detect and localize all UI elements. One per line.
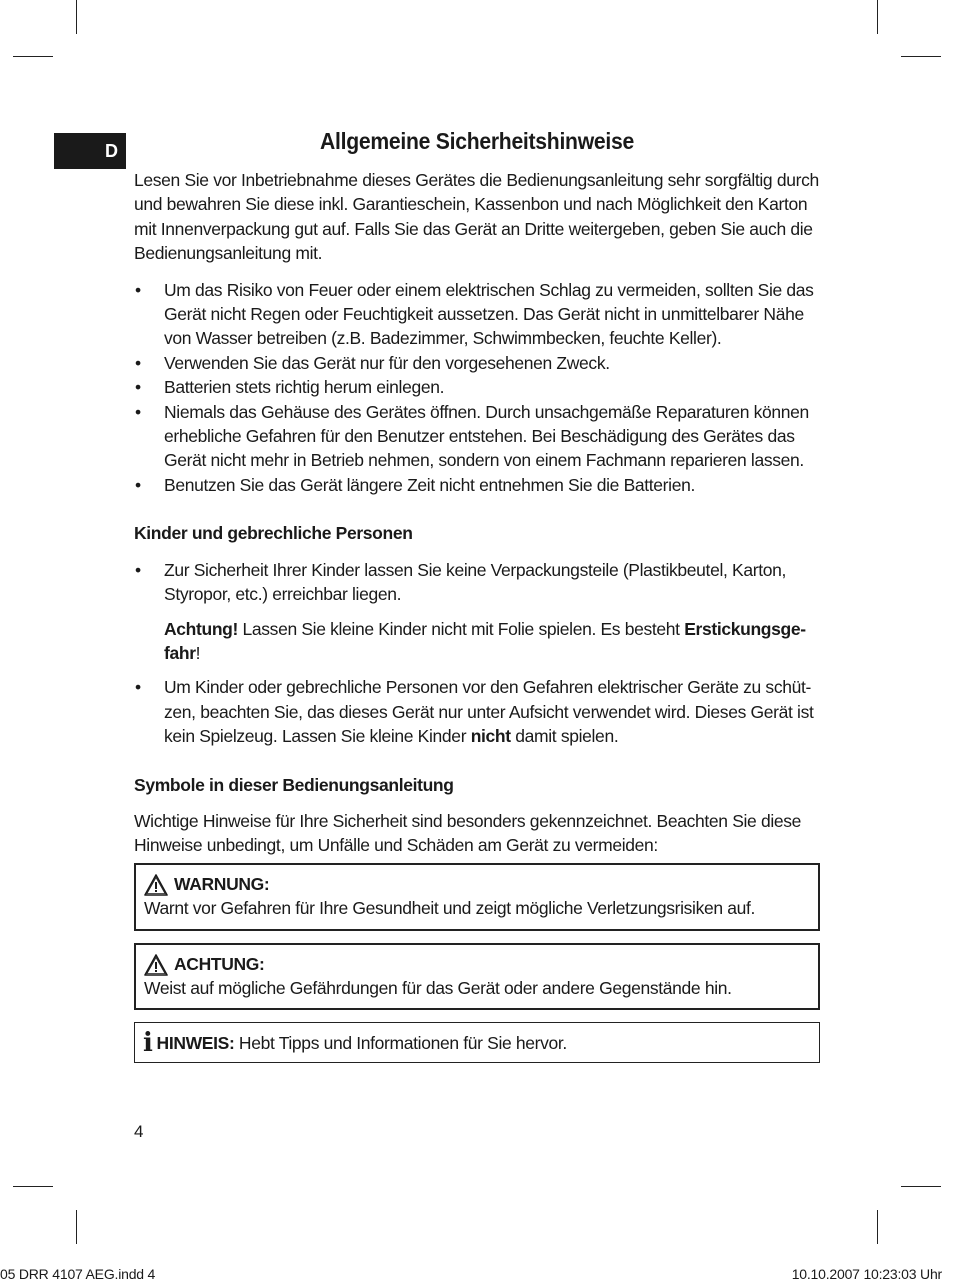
item-end: damit spielen. [510, 726, 619, 747]
list-item: • Niemals das Gehäuse des Gerätes öffnen. Durch unsachgemäße Reparaturen können erhebliche Gefahren für den Benutzer entstehen. Bei Beschädigung des Gerätes das Gerät nicht mehr in Betrieb nehmen, sondern von einem Fachmann reparieren lassen. [134, 400, 820, 473]
caution-box [134, 943, 820, 1010]
symbols-heading: Symbole in dieser Bedienungsanleitung [134, 774, 454, 795]
list-item: • Benutzen Sie das Gerät längere Zeit nicht entnehmen Sie die Batterien. [134, 473, 820, 497]
warning-head [144, 872, 810, 896]
symbols-intro: Wichtige Hinweise für Ihre Sicherheit sind besonders gekennzeichnet. Beachten Sie diese Hinweise unbedingt, um Unfälle und Schäden am Gerät zu vermeiden: [134, 810, 802, 856]
intro-paragraph: Lesen Sie vor Inbetriebnahme dieses Gerätes die Bedienungsanleitung sehr sorgfältig durch und bewahren Sie diese inkl. Garantieschein, Kassenbon und nach Möglichkeit den Karton mit Innenverpackung gut auf. Falls Sie das Gerät an Dritte weitergeben, geben Sie auch die Bedienungsanleitung mit. [134, 170, 819, 264]
crop-mark [901, 1186, 941, 1187]
footer-file: 05 DRR 4107 AEG.indd 4 [0, 1266, 156, 1282]
list-item: • Zur Sicherheit Ihrer Kinder lassen Sie keine Verpackungsteile (Plastikbeutel, Karton, Styropor, etc.) erreichbar liegen. [134, 558, 820, 607]
note-label: Achtung! [164, 618, 238, 639]
item-text: Um Kinder oder gebrechliche Personen vor den Gefahren elektrischer Geräte zu schüt-zen, beachten Sie, das dieses Gerät nur unter Aufsicht verwendet wird. Dieses Gerät ist kein Spielzeug. Lassen Sie kleine Kinder [164, 677, 814, 747]
caution-head [144, 952, 810, 976]
page-number: 4 [134, 1122, 144, 1141]
info-icon: i [143, 1028, 153, 1058]
crop-mark [901, 56, 941, 57]
caution-label: ACHTUNG: [174, 954, 265, 974]
info-box [134, 1022, 820, 1063]
note-end: ! [195, 642, 201, 663]
crop-mark [76, 1210, 77, 1244]
note-text: Lassen Sie kleine Kinder nicht mit Folie spielen. Es besteht [238, 618, 685, 639]
warning-text: Warnt vor Gefahren für Ihre Gesundheit und zeigt mögliche Verletzungsrisiken auf. [144, 898, 756, 918]
list-item: • Batterien stets richtig herum einlegen. [134, 375, 820, 399]
main-content [134, 168, 820, 858]
crop-mark [877, 1210, 878, 1244]
children-heading: Kinder und gebrechliche Personen [134, 523, 413, 544]
list-item [134, 675, 820, 748]
crop-mark [877, 0, 878, 34]
warning-label: WARNUNG: [174, 874, 270, 894]
warning-box [134, 863, 820, 931]
list-item: • Um das Risiko von Feuer oder einem elektrischen Schlag zu vermeiden, sollten Sie das Gerät nicht Regen oder Feuchtigkeit aussetzen. Das Gerät nicht in unmittelbarer Nähe von Wasser betreiben (z.B. Badezimmer, Schwimmbecken, feuchte Keller). [134, 278, 820, 351]
language-tab: D [54, 133, 126, 169]
page-title: Allgemeine Sicherheitshinweise [320, 128, 634, 154]
caution-triangle-icon [144, 954, 168, 976]
footer-timestamp: 10.10.2007 10:23:03 Uhr [791, 1266, 942, 1282]
general-safety-list [134, 278, 820, 498]
list-item: • Verwenden Sie das Gerät nur für den vorgesehenen Zweck. [134, 351, 820, 375]
crop-mark [13, 56, 53, 57]
info-text: Hebt Tipps und Informationen für Sie hervor. [234, 1033, 567, 1053]
warning-triangle-icon [144, 874, 168, 896]
item-bold-text: nicht [470, 726, 511, 747]
crop-mark [76, 0, 77, 34]
info-label: HINWEIS: [156, 1033, 235, 1053]
caution-text: Weist auf mögliche Gefährdungen für das Gerät oder andere Gegenstände hin. [144, 978, 732, 998]
crop-mark [13, 1186, 53, 1187]
note-bold-text: Erstickungsge-fahr [164, 618, 806, 663]
choking-warning-note [134, 617, 820, 666]
children-list-2 [134, 675, 820, 748]
children-list [134, 558, 820, 607]
